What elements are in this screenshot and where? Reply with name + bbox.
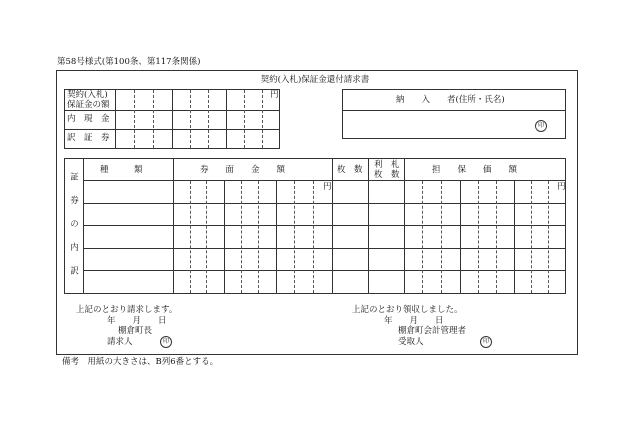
header-face-value: 券 面 金 額 [200, 165, 286, 175]
form-number: 第58号様式(第100条、第117条関係) [57, 57, 201, 67]
recipient-label: 受取人 [398, 337, 424, 347]
requester-label: 請求人 [107, 337, 133, 347]
receipt-date[interactable]: 年 月 日 [384, 316, 444, 326]
requester-seal: 印 [160, 336, 172, 348]
payer-name-field[interactable] [343, 111, 565, 138]
cash-label: 内 現 金 [67, 114, 110, 124]
cash-amount-field[interactable] [116, 111, 279, 128]
table-row[interactable] [84, 181, 565, 202]
remarks-note: 備考 用紙の大きさは、B列6番とする。 [62, 357, 219, 367]
yen-unit: 円 [270, 90, 279, 100]
request-date[interactable]: 年 月 日 [107, 316, 167, 326]
face-value-yen: 円 [323, 182, 332, 192]
header-count: 枚 数 [337, 165, 363, 175]
deposit-amount-field[interactable] [116, 90, 279, 109]
securities-label: 訳 証 券 [67, 133, 110, 143]
securities-amount-field[interactable] [116, 130, 279, 148]
payer-seal: 印 [535, 120, 547, 132]
request-addressee: 棚倉町長 [118, 326, 153, 336]
header-coupon-line1: 利 札 [374, 160, 400, 170]
table-row[interactable] [84, 271, 565, 293]
deposit-amount-label-line2: 保証金の額 [67, 100, 110, 110]
table-row[interactable] [84, 226, 565, 247]
receipt-statement: 上記のとおり領収しました。 [352, 305, 463, 315]
header-coupon-line2: 枚 数 [374, 170, 400, 180]
header-type: 種 類 [100, 165, 143, 175]
receipt-officer: 棚倉町会計管理者 [398, 326, 467, 336]
request-statement: 上記のとおり請求します。 [76, 305, 178, 315]
collateral-yen: 円 [557, 182, 566, 192]
form-title: 契約(入札)保証金還付請求書 [260, 75, 370, 85]
deposit-amount-label-line1: 契約(入札) [67, 90, 108, 100]
payer-header: 納 入 者(住所・氏名) [396, 95, 505, 105]
table-row[interactable] [84, 249, 565, 269]
table-row[interactable] [84, 204, 565, 224]
header-collateral: 担 保 価 額 [432, 165, 518, 175]
recipient-seal: 印 [480, 336, 492, 348]
securities-side-label: 証券の内訳 [68, 172, 79, 290]
